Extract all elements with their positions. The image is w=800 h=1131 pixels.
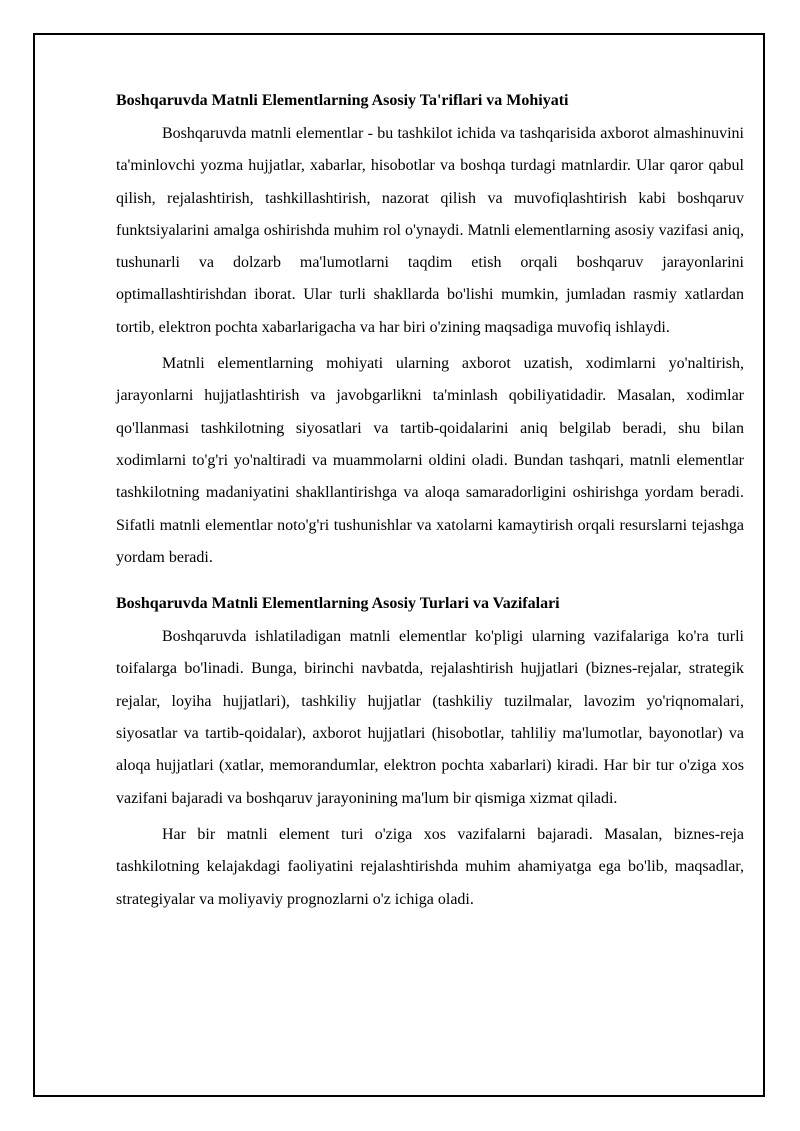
document-body — [116, 91, 744, 916]
page-frame — [33, 33, 765, 1097]
section-heading: Boshqaruvda Matnli Elementlarning Asosiy Turlari va Vazifalari — [116, 595, 560, 613]
paragraph: Boshqaruvda matnli elementlar - bu tashkilot ichida va tashqarisida axborot almashinuvini ta'minlovchi yozma hujjatlar, xabarlar, hisobotlar va boshqa turdagi matnlardir. Ular qaror qabul qilish, rejalashtirish, tashkillashtirish, nazorat qilish va muvofiqlashtirish kabi boshqaruv funktsiyalarini amalga oshirishda muhim rol o'ynaydi. Matnli elementlarning asosiy vazifasi aniq, tushunarli va dolzarb ma'lumotlarni taqdim etish orqali boshqaruv jarayonlarini optimallashtirishdan iborat. Ular turli shakllarda bo'lishi mumkin, jumladan rasmiy xatlardan tortib, elektron pochta xabarlarigacha va har biri o'zining maqsadiga muvofiq ishlaydi. — [116, 125, 744, 336]
paragraph: Boshqaruvda ishlatiladigan matnli elementlar ko'pligi ularning vazifalariga ko'ra turli toifalarga bo'linadi. Bunga, birinchi navbatda, rejalashtirish hujjatlari (biznes-rejalar, strategik rejalar, loyiha hujjatlari), tashkiliy hujjatlar (tashkiliy tuzilmalar, lavozim yo'riqnomalari, siyosatlar va tartib-qoidalar), axborot hujjatlari (hisobotlar, tahliliy ma'lumotlar, bayonotlar) va aloqa hujjatlari (xatlar, memorandumlar, elektron pochta xabarlari) kiradi. Har bir tur o'ziga xos vazifani bajaradi va boshqaruv jarayonining ma'lum bir qismiga xizmat qiladi. — [116, 628, 744, 807]
section-heading: Boshqaruvda Matnli Elementlarning Asosiy Ta'riflari va Mohiyati — [116, 92, 569, 109]
paragraph: Matnli elementlarning mohiyati ularning axborot uzatish, xodimlarni yo'naltirish, jarayonlarni hujjatlashtirish va javobgarlikni ta'minlash qobiliyatidadir. Masalan, xodimlar qo'llanmasi tashkilotning siyosatlari va tartib-qoidalarini aniq belgilab beradi, shu bilan xodimlarni to'g'ri yo'naltiradi va muammolarni oldini oladi. Bundan tashqari, matnli elementlar tashkilotning madaniyatini shakllantirishga va aloqa samaradorligini oshirishga yordam beradi. Sifatli matnli elementlar noto'g'ri tushunishlar va xatolarni kamaytirish orqali resurslarni tejashga yordam beradi. — [116, 355, 744, 566]
paragraph: Har bir matnli element turi o'ziga xos vazifalarni bajaradi. Masalan, biznes-reja tashkilotning kelajakdagi faoliyatini rejalashtirishda muhim ahamiyatga ega bo'lib, maqsadlar, strategiyalar va moliyaviy prognozlarni o'z ichiga oladi. — [116, 825, 744, 908]
